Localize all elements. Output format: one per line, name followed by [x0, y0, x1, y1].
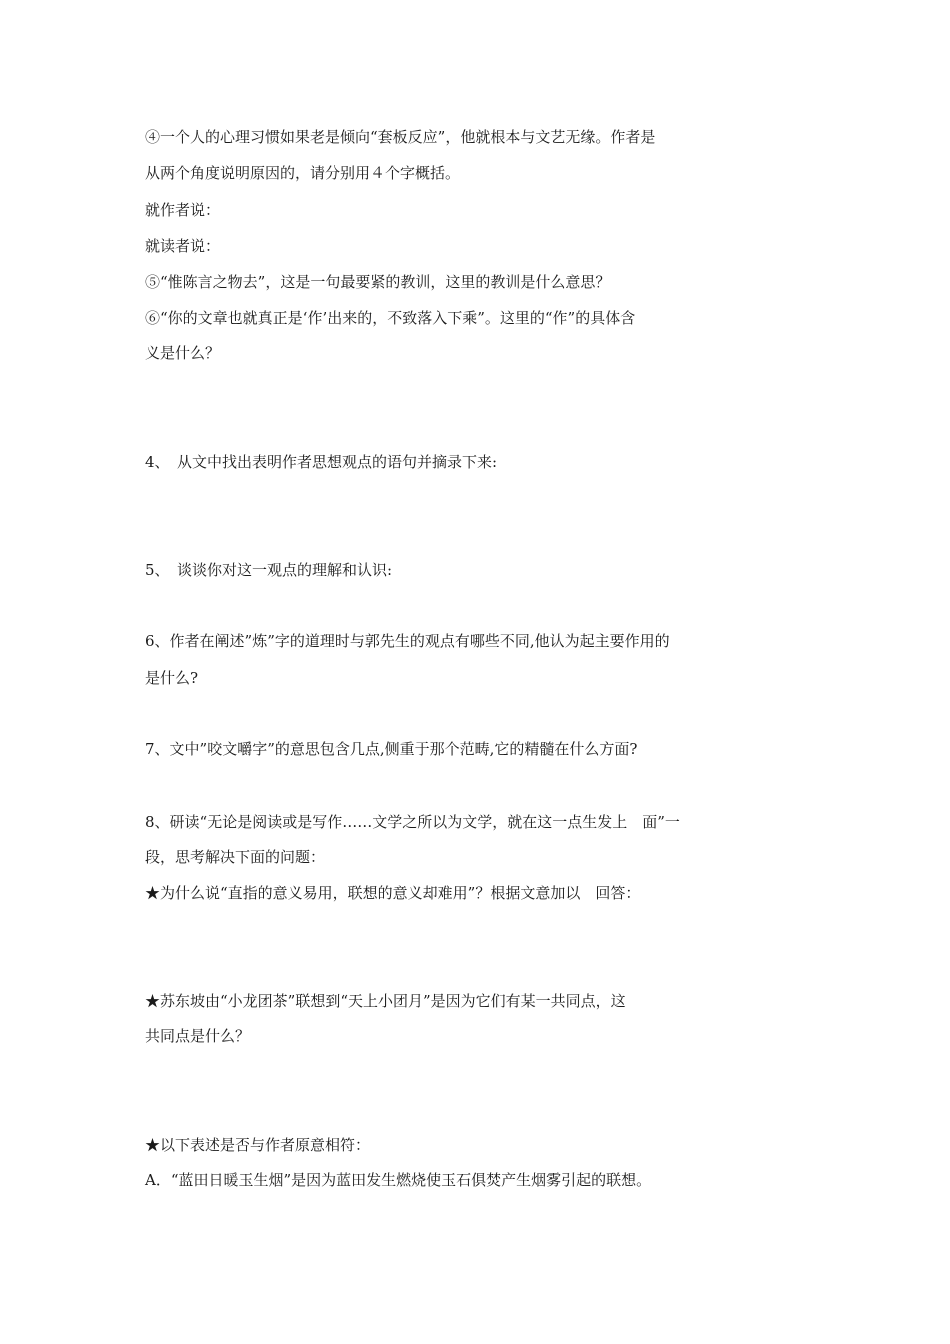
star-question-3: ★以下表述是否与作者原意相符： [145, 1136, 371, 1154]
star-question-2-line-2: 共同点是什么？ [145, 1027, 251, 1045]
question-6-line-2: 义是什么？ [145, 344, 221, 362]
question-6-line-1: ⑥“你的文章也就真正是‘作’出来的，不致落入下乘”。这里的“作”的具体含 [145, 309, 636, 327]
question-4-line-1: ④一个人的心理习惯如果老是倾向“套板反应”，他就根本与文艺无缘。作者是 [145, 128, 656, 146]
question-4-line-2: 从两个角度说明原因的，请分别用４个字概括。 [145, 164, 461, 182]
item-5-line: 5、 谈谈你对这一观点的理解和认识: [145, 561, 393, 579]
item-7-line: 7、文中”咬文嚼字”的意思包含几点,侧重于那个范畴,它的精髓在什么方面? [145, 740, 638, 758]
star-question-2-line-1: ★苏东坡由“小龙团茶”联想到“天上小团月”是因为它们有某一共同点，这 [145, 992, 626, 1010]
item-6-line-2: 是什么? [145, 669, 199, 687]
item-4-line: 4、 从文中找出表明作者思想观点的语句并摘录下来: [145, 453, 498, 471]
item-6-line-1: 6、作者在阐述”炼”字的道理时与郭先生的观点有哪些不同,他认为起主要作用的 [145, 632, 670, 650]
star-question-1: ★为什么说“直指的意义易用，联想的意义却难用”？根据文意加以 回答： [145, 884, 641, 902]
question-5-line: ⑤“惟陈言之物去”，这是一句最要紧的教训，这里的教训是什么意思？ [145, 273, 611, 291]
item-8-line-2: 段，思考解决下面的问题： [145, 848, 326, 866]
answer-label-author: 就作者说： [145, 201, 221, 219]
item-8-line-1: 8、研读“无论是阅读或是写作……文学之所以为文学，就在这一点生发上 面”一 [145, 813, 680, 831]
answer-label-reader: 就读者说： [145, 237, 221, 255]
option-a-line: A．“蓝田日暖玉生烟”是因为蓝田发生燃烧使玉石俱焚产生烟雾引起的联想。 [145, 1171, 652, 1189]
